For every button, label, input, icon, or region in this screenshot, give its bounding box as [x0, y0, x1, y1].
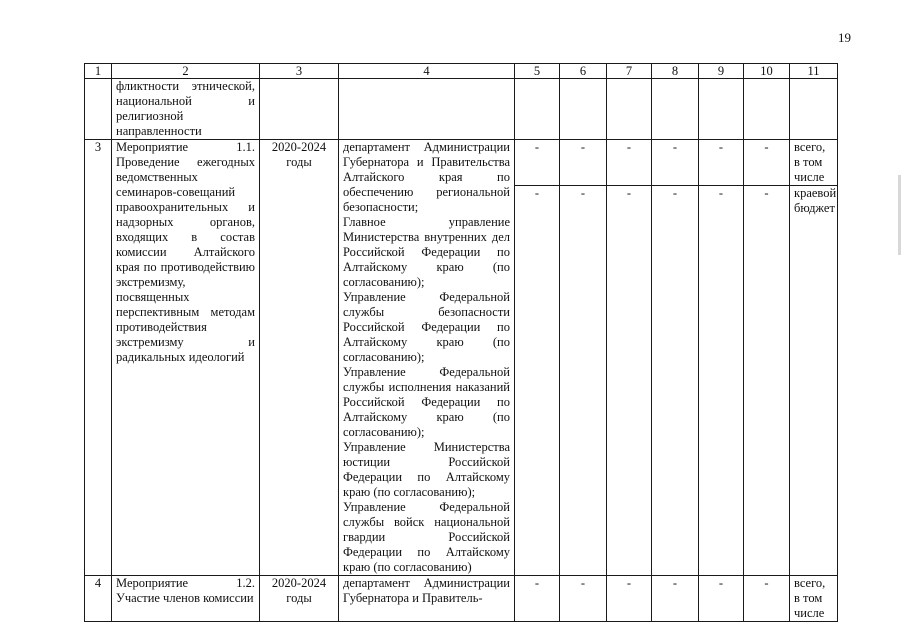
row-number-cell: 3 — [85, 140, 112, 576]
value-cell — [652, 79, 699, 140]
executor-entry: Управление Федеральной службы войск национальной гвардии Российской Федерации по Алтайскому краю (по согласованию) — [343, 500, 510, 574]
value-cell — [515, 79, 560, 140]
header-cell: 5 — [515, 64, 560, 79]
header-cell: 3 — [260, 64, 339, 79]
period-cell — [260, 79, 339, 140]
source-cell: всего, в том числе — [790, 140, 838, 186]
measure-name-cell: Мероприятие 1.2. Участие членов комиссии — [112, 576, 260, 622]
continuation-row — [85, 79, 838, 140]
value-cell: - — [560, 186, 607, 576]
executor-entry: Управление Федеральной службы безопасности Российской Федерации по Алтайскому краю (по согласованию); — [343, 290, 510, 364]
value-cell: - — [699, 576, 744, 622]
period-cell: 2020-2024 годы — [260, 576, 339, 622]
value-cell: - — [607, 576, 652, 622]
page-number: 19 — [838, 30, 851, 45]
program-table — [84, 63, 838, 622]
header-cell: 11 — [790, 64, 838, 79]
header-cell: 8 — [652, 64, 699, 79]
source-cell: краевой бюджет — [790, 186, 838, 576]
executor-entry: департамент Администрации Губернатора и Правительства Алтайского края по обеспечению региональной безопасности; — [343, 140, 510, 214]
value-cell: - — [744, 576, 790, 622]
table-row — [85, 576, 838, 622]
value-cell: - — [560, 140, 607, 186]
header-cell: 4 — [339, 64, 515, 79]
row-number-cell: 4 — [85, 576, 112, 622]
header-cell: 10 — [744, 64, 790, 79]
value-cell: - — [652, 140, 699, 186]
header-cell: 2 — [112, 64, 260, 79]
value-cell — [607, 79, 652, 140]
value-cell: - — [652, 186, 699, 576]
header-cell: 7 — [607, 64, 652, 79]
value-cell: - — [699, 140, 744, 186]
value-cell — [699, 79, 744, 140]
header-cell: 6 — [560, 64, 607, 79]
value-cell: - — [744, 186, 790, 576]
executor-cell: департамент Администрации Губернатора и Правитель- — [339, 576, 515, 622]
measure-name-cell: Мероприятие 1.1. Проведение ежегодных ведомственных семинаров-совещаний правоохранительных и надзорных органов, входящих в состав комиссии Алтайского края по противодействию экстремизму, посвященных перспективным методам противодействия экстремизму и радикальных идеологий — [112, 140, 260, 576]
period-cell: 2020-2024 годы — [260, 140, 339, 576]
value-cell: - — [744, 140, 790, 186]
scan-edge-shadow — [898, 175, 901, 255]
header-cell: 1 — [85, 64, 112, 79]
value-cell: - — [699, 186, 744, 576]
value-cell: - — [652, 576, 699, 622]
executor-cell — [339, 140, 515, 576]
value-cell: - — [607, 140, 652, 186]
table-row — [85, 140, 838, 186]
executor-entry: Управление Министерства юстиции Российской Федерации по Алтайскому краю (по согласованию); — [343, 440, 510, 499]
value-cell — [560, 79, 607, 140]
value-cell: - — [515, 140, 560, 186]
value-cell: - — [560, 576, 607, 622]
header-cell: 9 — [699, 64, 744, 79]
source-cell: всего, в том числе — [790, 576, 838, 622]
executor-cell — [339, 79, 515, 140]
value-cell: - — [515, 576, 560, 622]
value-cell: - — [515, 186, 560, 576]
value-cell — [744, 79, 790, 140]
value-cell: - — [607, 186, 652, 576]
executor-entry: Управление Федеральной службы исполнения наказаний Российской Федерации по Алтайскому краю (по согласованию); — [343, 365, 510, 439]
row-number-cell — [85, 79, 112, 140]
column-number-row — [85, 64, 838, 79]
executor-entry: Главное управление Министерства внутренних дел Российской Федерации по Алтайскому краю (по согласованию); — [343, 215, 510, 289]
measure-name-cell: фликтности этнической, национальной и религиозной направленности — [112, 79, 260, 140]
source-cell — [790, 79, 838, 140]
